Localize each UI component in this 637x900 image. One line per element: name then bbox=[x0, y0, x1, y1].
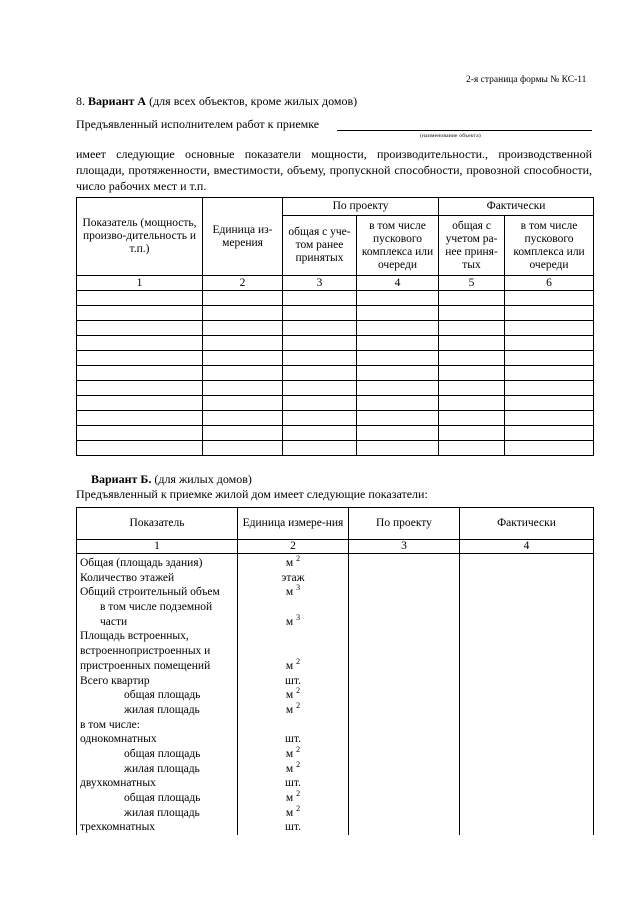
table-cell[interactable] bbox=[77, 396, 203, 411]
table-cell[interactable] bbox=[439, 381, 505, 396]
table-cell[interactable] bbox=[357, 411, 439, 426]
indicator-row-label: части bbox=[100, 615, 128, 628]
col-number: 2 bbox=[238, 540, 349, 554]
unit-exponent: 2 bbox=[296, 656, 301, 666]
table-row bbox=[77, 411, 594, 426]
unit-text: м bbox=[285, 762, 294, 775]
unit-row-value bbox=[238, 688, 348, 703]
variant-a-table bbox=[76, 197, 594, 456]
table-cell[interactable] bbox=[505, 441, 594, 456]
col-number: 3 bbox=[283, 276, 357, 291]
table-cell[interactable] bbox=[77, 321, 203, 336]
table-row bbox=[77, 441, 594, 456]
table-cell[interactable] bbox=[439, 441, 505, 456]
table-cell[interactable] bbox=[357, 381, 439, 396]
unit-row-value bbox=[238, 776, 348, 791]
table-cell[interactable] bbox=[357, 366, 439, 381]
sub-total-actual: общая с учетом ра-нее приня-тых bbox=[439, 216, 505, 276]
unit-text: шт. bbox=[285, 821, 301, 834]
table-cell[interactable] bbox=[505, 366, 594, 381]
unit-exponent: 2 bbox=[296, 803, 301, 813]
unit-text: м bbox=[285, 792, 294, 804]
table-cell[interactable] bbox=[357, 441, 439, 456]
table-cell[interactable] bbox=[283, 321, 357, 336]
indicator-list bbox=[77, 554, 238, 836]
project-values-cell[interactable] bbox=[349, 554, 460, 836]
table-cell[interactable] bbox=[357, 321, 439, 336]
table-row bbox=[77, 396, 594, 411]
unit-text: м bbox=[285, 586, 294, 599]
variant-a-label: Вариант А bbox=[88, 94, 147, 108]
indicator-row-label: двухкомнатных bbox=[80, 777, 156, 790]
table-cell[interactable] bbox=[505, 411, 594, 426]
unit-row-value bbox=[238, 820, 348, 835]
group-actual-header: Фактически bbox=[439, 198, 594, 216]
indicator-row-label: в том числе: bbox=[80, 718, 140, 731]
table-cell[interactable] bbox=[77, 441, 203, 456]
table-cell[interactable] bbox=[203, 396, 283, 411]
variant-b-label: Вариант Б. bbox=[91, 472, 152, 486]
table-cell[interactable] bbox=[203, 351, 283, 366]
unit-row-value bbox=[238, 791, 348, 806]
table-cell[interactable] bbox=[283, 381, 357, 396]
object-name-field bbox=[337, 130, 592, 131]
unit-text: шт. bbox=[285, 733, 301, 746]
unit-row-value bbox=[238, 571, 348, 586]
unit-row-value bbox=[238, 656, 348, 674]
indicator-row-label: Количество этажей bbox=[80, 571, 175, 584]
table-cell[interactable] bbox=[357, 336, 439, 351]
table-cell[interactable] bbox=[505, 426, 594, 441]
indicator-row-label: общая площадь bbox=[124, 689, 201, 702]
table-cell[interactable] bbox=[505, 396, 594, 411]
table-cell[interactable] bbox=[77, 291, 203, 306]
table-cell[interactable] bbox=[77, 351, 203, 366]
col-indicator-header: Показатель bbox=[77, 508, 238, 540]
unit-row-value bbox=[238, 674, 348, 689]
table-cell[interactable] bbox=[283, 306, 357, 321]
table-cell[interactable] bbox=[357, 351, 439, 366]
indicator-row-label: Общий строительный объем bbox=[80, 586, 220, 599]
table-cell[interactable] bbox=[203, 291, 283, 306]
table-cell[interactable] bbox=[203, 366, 283, 381]
sub-total-project: общая с уче-том ранее принятых bbox=[283, 216, 357, 276]
table-cell[interactable] bbox=[77, 336, 203, 351]
indicator-row-label: жилая площадь bbox=[124, 806, 200, 819]
table-cell[interactable] bbox=[77, 426, 203, 441]
unit-row-value bbox=[238, 612, 348, 630]
table-cell[interactable] bbox=[439, 351, 505, 366]
table-cell[interactable] bbox=[77, 306, 203, 321]
table-row bbox=[77, 351, 594, 366]
unit-text: м bbox=[285, 703, 294, 716]
unit-exponent: 2 bbox=[296, 759, 301, 769]
indicator-row-label: пристроенных помещений bbox=[80, 659, 211, 672]
indicator-row-label: Всего квартир bbox=[80, 674, 150, 687]
unit-exponent: 2 bbox=[296, 701, 301, 711]
table-cell[interactable] bbox=[439, 321, 505, 336]
variant-b-table bbox=[76, 507, 594, 835]
table-row bbox=[77, 336, 594, 351]
variant-b-intro: Предъявленный к приемке жилой дом имеет следующие показатели: bbox=[76, 487, 428, 501]
table-row bbox=[77, 426, 594, 441]
unit-row-value bbox=[238, 644, 348, 659]
col-actual-header: Фактически bbox=[460, 508, 594, 540]
actual-values-cell[interactable] bbox=[460, 554, 594, 836]
table-cell[interactable] bbox=[505, 321, 594, 336]
table-cell[interactable] bbox=[357, 306, 439, 321]
col-number: 1 bbox=[77, 540, 238, 554]
table-row bbox=[77, 291, 594, 306]
table-cell[interactable] bbox=[203, 426, 283, 441]
unit-row-value bbox=[238, 585, 348, 600]
unit-text: этаж bbox=[281, 571, 305, 584]
table-cell[interactable] bbox=[505, 336, 594, 351]
table-cell[interactable] bbox=[77, 381, 203, 396]
table-cell[interactable] bbox=[439, 366, 505, 381]
column-numbers-row bbox=[77, 540, 594, 554]
table-cell[interactable] bbox=[283, 426, 357, 441]
indicators-paragraph: имеет следующие основные показатели мощности, производительности., производственной площади, протяженности, вместимости, объему, пропускной способности, провозной способности, число рабочих мест и т.п. bbox=[76, 147, 592, 193]
variant-a-desc: (для всех объектов, кроме жилых домов) bbox=[149, 94, 358, 108]
table-row bbox=[77, 366, 594, 381]
table-cell[interactable] bbox=[283, 291, 357, 306]
unit-text: м bbox=[285, 806, 294, 819]
variant-b-heading bbox=[91, 472, 252, 487]
table-cell[interactable] bbox=[203, 411, 283, 426]
unit-text: шт. bbox=[285, 777, 301, 790]
table-cell[interactable] bbox=[203, 336, 283, 351]
col-number: 4 bbox=[357, 276, 439, 291]
unit-list bbox=[238, 554, 349, 836]
form-reference: 2-я страница формы № КС-11 bbox=[466, 75, 587, 85]
unit-text: м bbox=[285, 615, 294, 628]
unit-exponent: 2 bbox=[296, 745, 301, 755]
col-unit-header: Единица из-мерения bbox=[203, 198, 283, 276]
col-number: 4 bbox=[460, 540, 594, 554]
table-cell[interactable] bbox=[283, 366, 357, 381]
unit-text: м bbox=[285, 747, 294, 760]
unit-row-value bbox=[238, 703, 348, 718]
indicator-row-label: Площадь встроенных, bbox=[80, 630, 189, 643]
table-cell[interactable] bbox=[77, 411, 203, 426]
unit-row-value bbox=[238, 556, 348, 571]
group-project-header: По проекту bbox=[283, 198, 439, 216]
unit-exponent: 2 bbox=[296, 686, 301, 696]
table-row bbox=[77, 321, 594, 336]
table-cell[interactable] bbox=[203, 321, 283, 336]
unit-row-value bbox=[238, 629, 348, 644]
col-number: 5 bbox=[439, 276, 505, 291]
table-cell[interactable] bbox=[203, 381, 283, 396]
table-cell[interactable] bbox=[357, 291, 439, 306]
unit-row-value bbox=[238, 718, 348, 733]
col-project-header: По проекту bbox=[349, 508, 460, 540]
table-cell[interactable] bbox=[505, 306, 594, 321]
variant-b-desc: (для жилых домов) bbox=[154, 472, 252, 486]
col-indicator-header: Показатель (мощность, произво-дительность и т.п.) bbox=[77, 198, 203, 276]
table-cell[interactable] bbox=[439, 336, 505, 351]
sub-launch-actual: в том числе пускового комплекса или очереди bbox=[505, 216, 594, 276]
unit-row-value bbox=[238, 732, 348, 747]
presented-by-contractor: Предъявленный исполнителем работ к приемке bbox=[76, 117, 320, 131]
column-numbers-row bbox=[77, 276, 594, 291]
table-cell[interactable] bbox=[439, 426, 505, 441]
table-cell[interactable] bbox=[439, 306, 505, 321]
table-cell[interactable] bbox=[439, 411, 505, 426]
table-cell[interactable] bbox=[505, 381, 594, 396]
section-number: 8. bbox=[76, 94, 85, 108]
unit-exponent: 2 bbox=[296, 789, 301, 799]
table-cell[interactable] bbox=[439, 291, 505, 306]
unit-exponent: 2 bbox=[296, 554, 301, 564]
table-cell[interactable] bbox=[283, 336, 357, 351]
indicator-row-label: однокомнатных bbox=[80, 733, 157, 746]
unit-row-value bbox=[238, 600, 348, 615]
unit-text: шт. bbox=[285, 674, 301, 687]
indicator-row-label: трехкомнатных bbox=[80, 821, 156, 834]
unit-text: м bbox=[285, 659, 294, 672]
col-number: 1 bbox=[77, 276, 203, 291]
table-cell[interactable] bbox=[357, 396, 439, 411]
table-row bbox=[77, 381, 594, 396]
unit-row-value bbox=[238, 747, 348, 762]
col-number: 2 bbox=[203, 276, 283, 291]
col-number: 6 bbox=[505, 276, 594, 291]
indicator-row-label: общая площадь bbox=[124, 747, 201, 760]
unit-row-value bbox=[238, 803, 348, 821]
table-cell[interactable] bbox=[203, 441, 283, 456]
sub-launch-project: в том числе пускового комплекса или очереди bbox=[357, 216, 439, 276]
table-cell[interactable] bbox=[283, 351, 357, 366]
table-cell[interactable] bbox=[505, 291, 594, 306]
unit-exponent: 3 bbox=[296, 583, 301, 593]
table-cell[interactable] bbox=[283, 441, 357, 456]
col-number: 3 bbox=[349, 540, 460, 554]
unit-text: м bbox=[285, 689, 294, 702]
table-cell[interactable] bbox=[439, 396, 505, 411]
indicator-row-label: Общая (площадь здания) bbox=[80, 557, 203, 569]
table-cell[interactable] bbox=[357, 426, 439, 441]
unit-text: м bbox=[285, 557, 294, 569]
indicator-row-label: встроеннопристроенных и bbox=[80, 645, 211, 658]
table-cell[interactable] bbox=[77, 366, 203, 381]
col-unit-header: Единица измере-ния bbox=[238, 508, 349, 540]
variant-a-heading bbox=[76, 94, 357, 109]
table-row bbox=[77, 306, 594, 321]
unit-exponent: 3 bbox=[296, 612, 301, 622]
table-cell[interactable] bbox=[203, 306, 283, 321]
indicator-row-label: жилая площадь bbox=[124, 703, 200, 716]
indicator-row-label: общая площадь bbox=[124, 792, 201, 804]
indicator-row-label: в том числе подземной bbox=[100, 601, 213, 614]
object-name-hint: (наименование объекта) bbox=[420, 133, 481, 139]
table-cell[interactable] bbox=[283, 396, 357, 411]
table-cell[interactable] bbox=[505, 351, 594, 366]
unit-row-value bbox=[238, 759, 348, 777]
table-cell[interactable] bbox=[283, 411, 357, 426]
indicator-row-label: жилая площадь bbox=[124, 762, 200, 775]
